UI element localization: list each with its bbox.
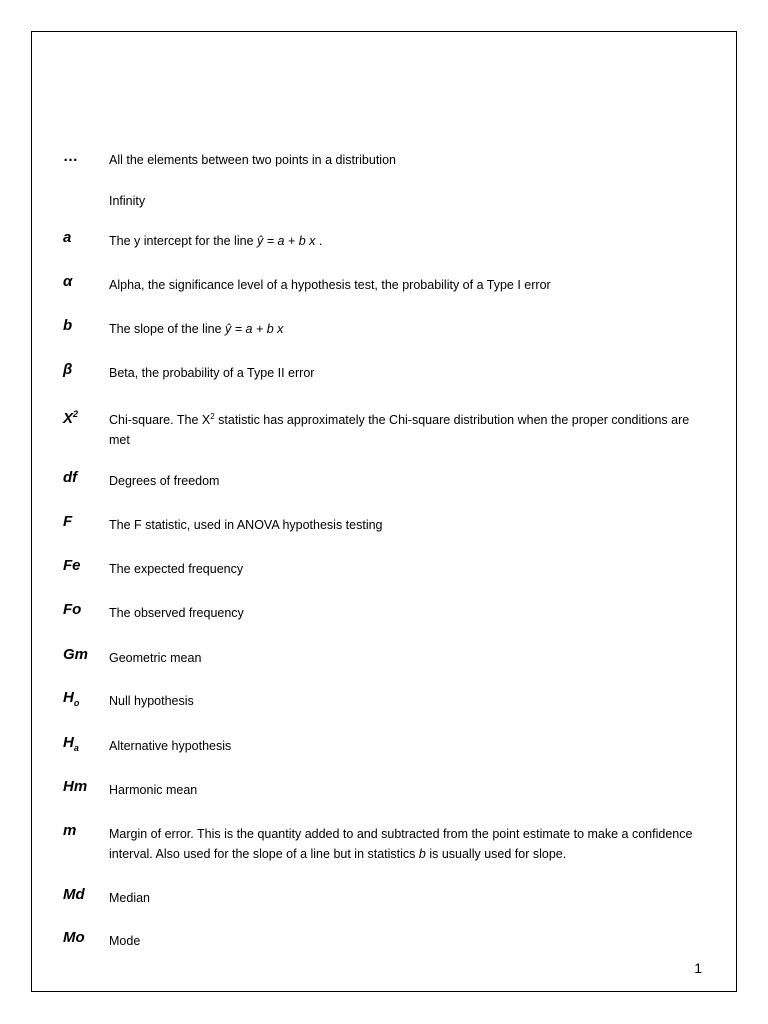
description: The expected frequency [109,562,244,576]
symbol-beta: β [63,361,73,378]
symbol-hm: Hm [63,778,88,795]
description: Harmonic mean [109,783,198,797]
symbol-gm: Gm [63,646,89,663]
symbol-mo: Mo [63,929,85,946]
symbol-m: m [63,822,77,839]
description: Margin of error. This is the quantity added to and subtracted from the point estimate to make a confidence interval. Also used for the slope of a line but in statistics b is usually used for slope. [109,827,693,861]
description: The F statistic, used in ANOVA hypothesis testing [109,518,383,532]
symbol-f: F [63,513,73,530]
symbol-h-alternative: $H_a$ [63,734,79,753]
symbol-fe: Fe [63,557,81,574]
description: The observed frequency [109,606,244,620]
description: All the elements between two points in a distribution [109,153,396,167]
description: Infinity [109,194,146,208]
description: Null hypothesis [109,694,194,708]
symbol-chi-square: $X^2$ [63,409,79,427]
description: Mode [109,934,141,948]
page-number: 1 [694,960,702,976]
symbol-md: Md [63,886,85,903]
symbol-alpha: α [63,273,73,290]
symbol-a: a [63,229,72,246]
description: The y intercept for the line ŷ = a + b x . [109,234,323,248]
description: Median [109,891,150,905]
symbol-fo: Fo [63,601,82,618]
symbol-df: df [63,469,78,486]
description: Alpha, the significance level of a hypothesis test, the probability of a Type I error [109,278,551,292]
description: Alternative hypothesis [109,739,232,753]
description: Degrees of freedom [109,474,220,488]
symbol-h-null: $H_o$ [63,689,80,708]
description: Chi-square. The $X^2$ statistic has approximately the Chi-square distribution when the proper conditions are met [109,412,690,448]
description: The slope of the line ŷ = a + b x [109,322,284,336]
symbol-ellipsis: … [63,148,78,165]
description: Beta, the probability of a Type II error [109,366,315,380]
description: Geometric mean [109,651,202,665]
document-page [31,31,737,992]
symbol-b: b [63,317,73,334]
